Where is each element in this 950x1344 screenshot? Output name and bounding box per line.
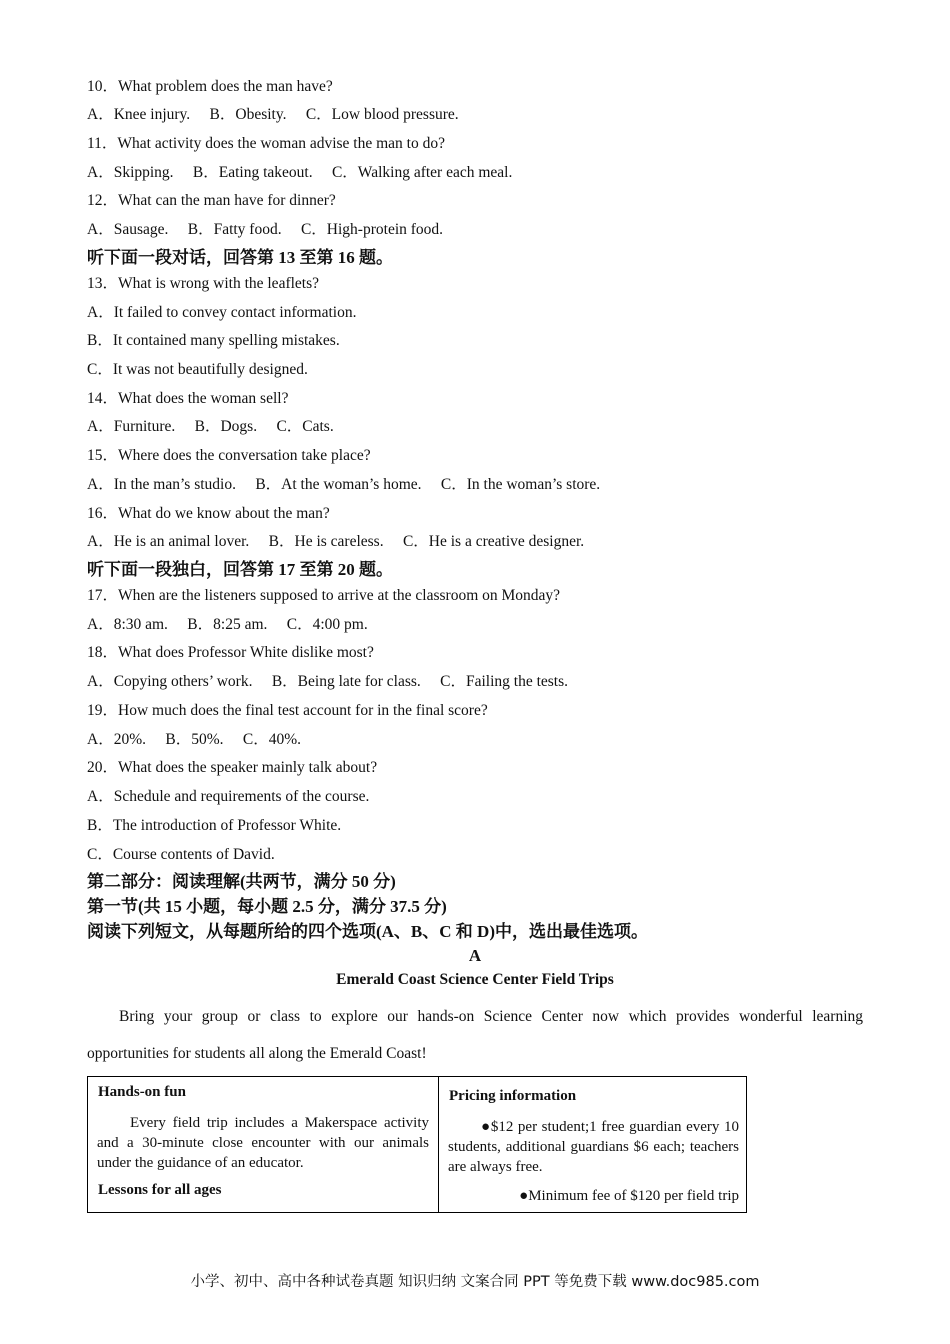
question-11-options: A．Skipping. B．Eating takeout. C．Walking after each meal.	[87, 164, 513, 181]
question-19-options: A．20%. B．50%. C．40%.	[87, 731, 301, 748]
pricing-item-2: ●Minimum fee of $120 per field trip	[519, 1188, 739, 1204]
section-heading-13-16: 听下面一段对话，回答第 13 至第 16 题。	[87, 248, 393, 267]
question-10: 10．What problem does the man have?	[87, 78, 333, 95]
question-10-options: A．Knee injury. B．Obesity. C．Low blood pressure.	[87, 106, 459, 123]
question-14-options: A．Furniture. B．Dogs. C．Cats.	[87, 418, 334, 435]
question-17: 17．When are the listeners supposed to arrive at the classroom on Monday?	[87, 587, 561, 604]
passage-letter: A	[468, 946, 482, 965]
part2-subtitle: 第一节(共 15 小题，每小题 2.5 分，满分 37.5 分)	[87, 897, 447, 916]
passage-title: Emerald Coast Science Center Field Trips	[336, 971, 614, 988]
question-20: 20．What does the speaker mainly talk about?	[87, 759, 378, 776]
question-16-options: A．He is an animal lover. B．He is careless. C．He is a creative designer.	[87, 533, 585, 550]
passage-intro-line2: opportunities for students all along the Emerald Coast!	[87, 1045, 427, 1062]
question-13: 13．What is wrong with the leaflets?	[87, 275, 320, 292]
passage-intro-line1: Bring your group or class to explore our hands-on Science Center now which provides wonderful learning	[119, 1008, 863, 1025]
pricing-item-1: ●$12 per student;1 free guardian every 10 students, additional guardians $6 each; teachers are always free.	[448, 1119, 739, 1175]
info-table	[87, 1076, 747, 1213]
question-20-option-c: C．Course contents of David.	[87, 846, 275, 863]
part2-instruction: 阅读下列短文，从每题所给的四个选项(A、B、C 和 D)中，选出最佳选项。	[87, 922, 648, 941]
part2-title: 第二部分：阅读理解(共两节，满分 50 分)	[87, 872, 396, 891]
question-14: 14．What does the woman sell?	[87, 390, 289, 407]
question-20-option-a: A．Schedule and requirements of the course.	[87, 788, 370, 805]
question-18-options: A．Copying others’ work. B．Being late for class. C．Failing the tests.	[87, 673, 569, 690]
hands-on-fun-text: Every field trip includes a Makerspace activity and a 30-minute close encounter with our animals under the guidance of an educator.	[97, 1115, 429, 1171]
question-16: 16．What do we know about the man?	[87, 505, 330, 522]
table-divider	[438, 1077, 439, 1212]
question-13-option-a: A．It failed to convey contact information.	[87, 304, 357, 321]
hands-on-fun-heading: Hands-on fun	[98, 1084, 186, 1100]
question-20-option-b: B．The introduction of Professor White.	[87, 817, 342, 834]
lessons-heading: Lessons for all ages	[98, 1182, 222, 1198]
question-13-option-c: C．It was not beautifully designed.	[87, 361, 308, 378]
question-18: 18．What does Professor White dislike most?	[87, 644, 374, 661]
pricing-heading: Pricing information	[449, 1088, 577, 1104]
question-11: 11．What activity does the woman advise the man to do?	[87, 135, 445, 152]
question-15: 15．Where does the conversation take place?	[87, 447, 371, 464]
page-footer: 小学、初中、高中各种试卷真题 知识归纳 文案合同 PPT 等免费下载 www.doc985.com	[190, 1274, 760, 1290]
section-heading-17-20: 听下面一段独白，回答第 17 至第 20 题。	[87, 560, 393, 579]
question-13-option-b: B．It contained many spelling mistakes.	[87, 332, 340, 349]
question-12: 12．What can the man have for dinner?	[87, 192, 336, 209]
question-17-options: A．8:30 am. B．8:25 am. C．4:00 pm.	[87, 616, 368, 633]
question-15-options: A．In the man’s studio. B．At the woman’s home. C．In the woman’s store.	[87, 476, 601, 493]
question-19: 19．How much does the final test account for in the final score?	[87, 702, 488, 719]
question-12-options: A．Sausage. B．Fatty food. C．High-protein food.	[87, 221, 444, 238]
